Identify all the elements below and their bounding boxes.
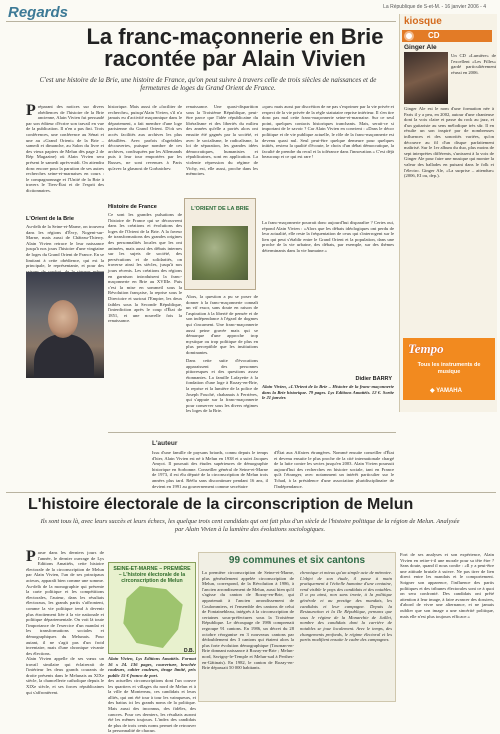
- col3-text3: Dans cette suite d'évocations apparaissent des personnes pittoresques et des questions assez étonnantes. La famille Lafayette à la fondation d'une loge à Rozay-en-Brie, la reprise et la lumière de la police de Joseph Fouché, chabanais à Ferrières, qui s'appuie sur la franc-maçonnerie pour conserver sous les divers régimes les loges de la Brie.: [186, 358, 258, 414]
- cd-artist-photo: [404, 52, 448, 104]
- col1-text: réparant des notices sur divers obédiences de l'histoire de la Brie ancienne, Alain Vivien fut persuadé par son éditeur d'écrire son travail en vue de la publication. Il n'en a pas fini. Trois conférences, une conférence au Sénat et une au «Grand Orient» de la Brie – samedi et dimanche, au Salon du livre et des vieux papiers de Melun dès page 2 de Rép Magazine) où Alain Vivien sera présent le samedi après-midi. On attendra donc encore pour la parution de ses autres recherches seine-et-marnaises en cours : le compagnonnage et l'Unité de la Brie à travers le Tiers-État et de l'esprit des dictionnaires.: [26, 104, 104, 193]
- yamaha-logo: ◆ YAMAHA: [430, 388, 462, 394]
- bottom-col1: [26, 550, 104, 654]
- map-cover-title: SEINE-ET-MARNE – PREMIÈRE – L'histoire électorale de la circonscription de Melun: [113, 566, 191, 584]
- signature-barry: Didier BARRY: [355, 376, 392, 382]
- auteur-heading: L'auteur: [152, 440, 178, 447]
- subheading-orient: L'Orient de la Brie: [26, 216, 74, 222]
- col4-text2: La franc-maçonnerie pourrait donc aujourd'hui disparaître ? Certes oui, répond Alain Vivien : «Alors que les débats idéologiques ont perdu de leur actualité, elle reste la fréquentation de ceux qui s'interrogent sur le lien qui peut s'établir entre le Grand Orient et la population, dans une proche de la vie urbaine, des débats, par exemple, sur des thèmes déterminants dans la vie humaine.»: [262, 220, 394, 253]
- tempo-tagline: Tous les instruments de musique: [417, 362, 481, 375]
- book-cover-image: [192, 226, 248, 280]
- author-photo-face: [48, 300, 78, 338]
- bottom-col1-text: arue dans les derniers jours de l'année, le dernier ouvrage de Lys Editions Amattéis, cette histoire électorale de la circonscription de Melun par Alain Vivien, l'un de ses principaux acteurs, apparaît bien comme une somme. Au-delà de la monographie qui présente la carte politique et les compétitions électorales, l'auteur, dans les résultats électoraux, les grands partis s'affrontent, comme la vie politique tend à devenir plus étroitement liée à la vie nationale et politique départementale. On voit là toute l'importance de l'exercice d'un mandat et les transformations sociales et démographiques du Melunais. Pour autant, il ne s'agit pas d'un froid inventaire, mais d'une chronique vivante des élections.: [26, 550, 104, 656]
- col2-text: historique. Mais aussi de «faciliter de recherche», puisqu'Alain Vivien, s'il n'a jamais eu d'activité maçonnique dans le département, a fait membre d'une loge parisienne du Grand Orient. D'où ses accès facilités aux archives les plus détaillées. Avec parfois d'agréables découvertes, puisque nombre de ces archives, confisquées par les Allemands puis à leur tour emportées par les Russes, ne sont revenues à Paris qu'avec la glasnost de Gorbatchev.: [108, 104, 182, 171]
- section-brand: Regards: [8, 4, 69, 21]
- cd-text-top: Un CD «Lumière» de l'excellent «Les Filles» gardé particulièrement réussi en 2006.: [451, 53, 496, 75]
- book-reference-orient: Alain Vivien, «L'Orient de la Brie – Histoire de la franc-maçonnerie dans la Brie historique. 79 pages. Lys Editions Amattéis. 12 €. Sortie le 21 janvier.: [262, 384, 394, 401]
- drop-cap: P: [26, 102, 36, 119]
- bottom-drop-cap: P: [26, 548, 36, 565]
- tempo-logo: Tempo: [408, 341, 444, 356]
- bottom-col2-lead: [150, 540, 196, 560]
- article-title-line2: racontée par Alain Vivien: [104, 46, 366, 71]
- communes-box-heading: 99 communes et six cantons: [228, 555, 366, 566]
- book-reference-melun: Alain Vivien, Lys Editions Amattéis. Format 16 x 24. 136 pages, couverture, brochée couleurs, cahier couleurs, tirage limité, prix public 15 € franco de port.: [108, 656, 196, 678]
- col3-text: renaissance. Une quasi-disparition sous la Troisième République, peut-être parce que l'idée républicaine du libéralisme et des libertés du milieu des années qu'elle a portés alors ont ensuite été gagnés par la société, et avec le socialisme, le radicalisme, la loi de séparation, les grandes idées démocratiques, humanistes et républicaines, sont en application. La violente répression du régime de Vichy, est, elle aussi, proche dans les mémoires.: [186, 104, 258, 177]
- bottom-col2-text2: Fort de ses analyses et son expérience, Alain Vivien en retire-t-il une morale pour sa tête être ? Sans doute, quand il nous confie : «Il y a peut-être une attitude brutale à suivre. Ne pas tirer de lien direct entre les mandats et le comportement. Soigner son apparence, l'influence des partis politiques et des tribunes électorales sont ce à quoi on sera confronté. Des candidats ont prêté attention à leur image, à faire avancer des dossiers, d'abord de vivre une alternance, et ne jamais oublier que son image a une sincérité politique, mais elle n'est plus toujours efficace.»: [400, 552, 494, 619]
- cd-section-label: CD: [402, 30, 492, 42]
- col3-text2: Alors, la question a pu se poser de donner à la franc-maçonnerie connaît un vif essor, sans doute en raison de l'aspiration à la liberté de pensée et de son indépendance à l'égard de dogmes qui s'incarnent. Une franc-maçonnerie aussi peine gravée mais qui se démarque d'une approche trop mystique ou trop politique de plus en plus perceptible que les institutions dominantes.: [186, 294, 258, 355]
- article-col1: [26, 104, 104, 216]
- page-header-line: La République de S-et-M. - 16 janvier 2006 - 4: [383, 4, 486, 10]
- header-rule: [6, 21, 396, 22]
- communes-box-col2: chronique et mieux qu'un simple acte de mémoire. L'objet de son étude, il passe à main pratiquement à l'échelle humaine d'une centaine, rend visible le pays des candidats et des notables. Il a pu ainsi, non sans ironie, à la politique générale et au prestige des mandats, les candidats et leur campagne. Depuis la Restauration et la IIe République, pensons que sous le régime de la Monarchie de Juillet, nombre des candidats dont la carrière de notables se joue localement. Avec le temps, des changements profonds, le régime électoral et les partis modifient ensuite le cadre des campagnes.: [300, 570, 392, 643]
- bottom-article-title: L'histoire électorale de la circonscription de Melun: [28, 496, 414, 513]
- article-intro: C'est une histoire de la Brie, une histoire de France, qu'on peut suivre à travers celle de trois siècles de naissances et de fermetures de loges du Grand Orient de France.: [39, 76, 377, 92]
- book-cover-title: L'ORIENT DE LA BRIE: [191, 206, 249, 212]
- kiosque-label: kiosque: [404, 16, 442, 27]
- auteur-rule: [108, 432, 396, 433]
- cd-disc-icon: [404, 31, 414, 41]
- cd-review-text: Ginger Ale est le nom d'une formation née à Paris il y a peu, en 2002, autour d'une chanteuse dont la voix claire et passe du rock au jazz, et d'un guitariste au sens mélodique très sûr. Il en résulte un son inspiré par de nombreuses influences et des sonorités variées, qu'on découvre au fil d'un disque parfaitement maîtrisé. Sur le 1er album du duo, plus moins de sept interprètes différents, s'unissent à la voix de Ginger Ale pour faire une musique qui montre la valeur des ballades en puisant dans le folk et l'électro. Ginger Ale, «La surprise – attendue» (2006, EI ou, dep.).: [404, 106, 494, 179]
- bottom-article-intro: Ils sont tous là, avec leurs succès et leurs échecs, les quelque trois cent candidats qui ont fait plus d'un siècle de l'histoire politique de la région de Melun. Analysée par Alain Vivien à la lumière des évolutions sociologiques.: [40, 518, 460, 533]
- col1-text2: Au-delà de la Seine-et-Marne, on trouvera dans les régions d'Évry, Nogent-sur-Marne, mais aussi de Château-Thierry. Alain Vivien retrace le leur naissance jusqu'à nos jours l'histoire d'une vingtaine de loges du Grand Orient de France. En se limitant à cette obédience, qui est la principale, le représentante, et pour des: [26, 224, 104, 269]
- author-photo-body: [34, 334, 94, 378]
- bottom-col2-text: des actuelles circonscriptions dont l'un couvre les quartiers et villages du nord de Melun et à la ville de Montereau, ces candidats et leurs alliés, qui ont été tour à tour les vainqueurs, et des battus ici les grands noms de la politique. Mais aussi des inconnus, des fidèles, des cancres. Pour ces derniers, les résultats auront été les mêmes toujours. L'index des candidats de plus de trois cents noms permet de retrouver la personnalité de chacun.: [108, 678, 196, 734]
- subheading-histoire: Histoire de France: [108, 204, 157, 210]
- cd-artist: Ginger Ale: [404, 44, 437, 51]
- article-title-line1: La franc-maçonnerie en Brie: [86, 24, 384, 49]
- col4-text: «que» mais aussi par discrétion de ne pas s'exprimer par la vie privée et respect de la vie privée de la règle statutaire reprise intérieur. Il s'en tire donc pas mal cette franc-maçonnerie seine-et-marnaise. Sur ce seul point, quelques contacts historiques tranchants. Mais, serait-ce si important de le savoir ? Car Alain Vivien en convient : «Dans le décor politique et de vie publique actuelle, le rôle de la franc-maçonnerie est devenu quasi nul. Seul peut-être quelque demeure pour quelques initiés, restera la qualité d'écoute, le choix d'un débat démocratique, la faculté de prendre du recul et la tolérance dans l'innovation.» C'est déjà beaucoup et ce qui est rare !: [262, 104, 394, 160]
- bottom-rule: [6, 492, 496, 493]
- bottom-col1-text2: Alain Vivien appelle de ses vœux un travail similaire qui éclairerait de l'intérieur les deux grands courants de droite présents dans le Melunais au XIXe siècle, la chancellerie catholique depuis le XIXe siècle, et ses forces républicaines qui s'affrontèrent.: [26, 656, 104, 695]
- signature-db: D.B.: [184, 648, 194, 654]
- auteur-col1: Issu d'une famille de paysans briards, connu depuis le temps d'hier, Alain Vivien est né à Melun en 1938 et a suivi Jacques Amyot. Il poursuit des études supérieures de démographie historique en Sorbonne. Conseiller général de Seine-et-Marne de 1973, il est élu député de la circonscription de Melun trois années plus tard. Réélu sans discontinuer pendant 16 ans, il devient en 1991 au gouvernement comme secrétaire: [152, 450, 268, 489]
- auteur-col2: d'État aux Affaires étrangères. Nommé ensuite conseiller d'État et devenu ensuite le plus proche de la cité internationale chargé de la lutte contre les sectes jusqu'en 2003. Alain Vivien poursuit aujourd'hui des recherches en histoire sociale, tant en France qu'à l'étranger, avec notamment un intérêt particulier sur le Tchad, à la présidence d'une association pluridisciplinaire de l'Indépendance.: [274, 450, 394, 489]
- communes-box-col1: La première circonscription de Seine-et-Marne, plus généralement appelée circonscription de Melun, correspond, de la Révolution à 1986, à l'ancien arrondissement de Melun, aussi bien qu'il s'agisse du canton de Rozay-en-Brie, qui appartenait à l'ancien arrondissement de Coulommiers, et l'ensemble des cantons de celui de Fontainebleau, intégrés à la circonscription de certaines sous-préfectures sous la Troisième République. Le découpage de 1986 comprenait regroupe 91 cantons. En 1986, un décret du 28 octobre réorganise en 3 nouveaux cantons par dédoublement des 3 cantons qui étaient alors la plus forte évolution démographique (Tournan-en-Brie donnant naissance à Rozay-en-Brie ; Melun-nord, Savigny-le-Temple et Melun-sud à Perthes-en-Gâtinais). En 1982, le canton de Rozay-en-Brie dépassait 50 000 habitants.: [202, 570, 294, 671]
- col2-text2: Ce sont les grandes pulsations de l'histoire de France qui se découvrent dans les créations et évolutions des loges de l'Orient de la Brie. A la faveur de transformations des grandes origines des personnalités locales que les ont animées, mais aussi des débats internes sur les sujets de société, des persécutions et de solidarités, on traverse ainsi les siècles, jusqu'à nos jours récents. Les créations des régions en garnison introduisent la franc-maçonnerie en Brie au XVIIIe. Puis c'est la mise en sommeil sous la Révolution française, la reprise sous le Directoire et surtout l'Empire, les deux faibles sous la Seconde République, l'interdiction après le coup d'État de 1851, et une nouvelle fois la renaissance.: [108, 212, 182, 324]
